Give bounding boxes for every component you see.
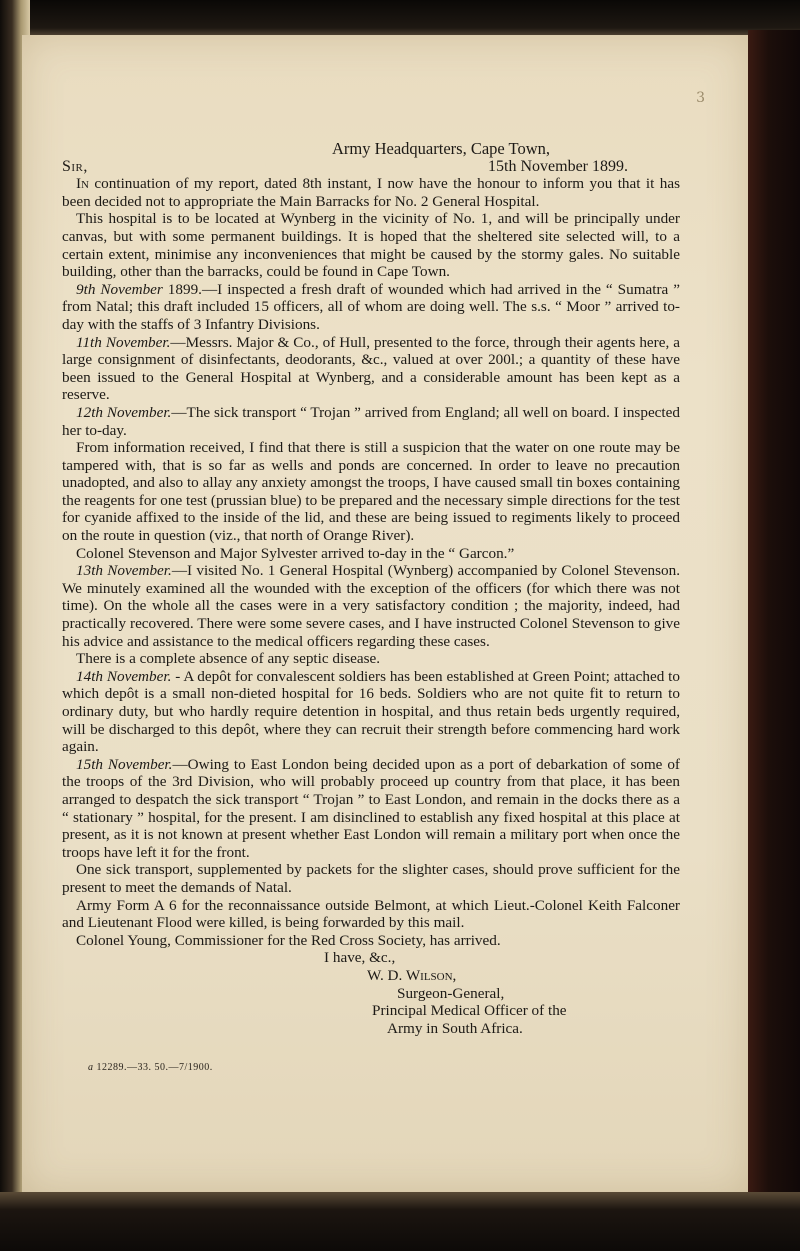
signature-role-line-1: Principal Medical Officer of the xyxy=(372,1002,567,1020)
book-binding-bottom xyxy=(0,1192,800,1251)
page-number: 3 xyxy=(696,90,705,106)
signature-title: Surgeon-General, xyxy=(397,984,505,1002)
paragraph-6: From information received, I find that there is still a suspicion that the water on one route may be tampered with, that is so far as wells and ponds are concerned. In order to leave no precaution unadopted, and also to allay any anxiety amongst the troops, I have caused small tin boxes containing the reagents for one test (prussian blue) to be prepared and the necessary simple directions for the test for cyanide affixed to the inside of the lid, and these are being issued to regiments likely to proceed on the route in question (viz., that north of Orange River). xyxy=(62,439,680,545)
book-binding-right xyxy=(748,30,800,1210)
letter-date: 15th November 1899. xyxy=(488,157,628,175)
paragraph-5: 12th November.—The sick transport “ Trojan ” arrived from England; all well on board. I inspected her to-day. xyxy=(62,403,680,439)
signature-closing: I have, &c., xyxy=(324,949,396,967)
salutation-line xyxy=(62,158,680,176)
paragraph-3: 9th November 1899.—I inspected a fresh draft of wounded which had arrived in the “ Sumatra ” from Natal; this draft included 15 officers, all of whom are doing well. The s.s. “ Moor ” arrived to-day with the staffs of 3 Infantry Divisions. xyxy=(62,280,680,333)
letter-body xyxy=(62,140,680,1037)
paragraph-2: This hospital is to be located at Wynberg in the vicinity of No. 1, and will be principally under canvas, but with some permanent buildings. It is hoped that the sheltered site selected will, to a certain extent, minimise any inconveniences that might be caused by the stormy gales. No suitable building, other than the barracks, could be found in Cape Town. xyxy=(62,210,680,281)
paragraph-8: 13th November.—I visited No. 1 General Hospital (Wynberg) accompanied by Colonel Stevenson. We minutely examined all the wounded with the exception of the officers (for which there was not time). On the whole all the cases were in a very satisfactory condition ; the majority, indeed, had practically recovered. There were some severe cases, and I have instructed Colonel Stevenson to give his advice and assistance to the medical officers regarding these cases. xyxy=(62,562,680,650)
book-binding-top xyxy=(0,0,800,40)
signature-role-line-2: Army in South Africa. xyxy=(387,1019,523,1037)
paragraph-4: 11th November.—Messrs. Major & Co., of Hull, presented to the force, through their agents here, a large consignment of disinfectants, deodorants, &c., valued at over 200l.; a quantity of these have been issued to the General Hospital at Wynberg, and a considerable amount has been kept as a reserve. xyxy=(62,333,680,404)
signature-block xyxy=(62,949,680,1037)
paragraph-7: Colonel Stevenson and Major Sylvester arrived to-day in the “ Garcon.” xyxy=(76,544,515,562)
printer-imprint: a 12289.—33. 50.—7/1900. xyxy=(88,1062,213,1073)
paragraph-10: 14th November. - A depôt for convalescent soldiers has been established at Green Point; attached to which depôt is a small non-dieted hospital for 16 beds. Soldiers who are not quite fit to return to ordinary duty, but who hardly require detention in hospital, and thus retain beds urgently required, will be discharged to this depôt, where they can recruit their strength before commencing hard work again. xyxy=(62,667,680,756)
paragraph-1: In continuation of my report, dated 8th instant, I now have the honour to inform you that it has been decided not to appropriate the Main Barracks for No. 2 General Hospital. xyxy=(62,175,680,210)
paragraph-9: There is a complete absence of any septic disease. xyxy=(76,650,381,668)
signature-name: W. D. Wilson, xyxy=(367,966,457,984)
paragraph-13: Army Form A 6 for the reconnaissance outside Belmont, at which Lieut.-Colonel Keith Falconer and Lieutenant Flood were killed, is being forwarded by this mail. xyxy=(62,896,680,932)
paragraph-14: Colonel Young, Commissioner for the Red Cross Society, has arrived. xyxy=(76,931,501,949)
paragraph-12: One sick transport, supplemented by packets for the slighter cases, should prove sufficient for the present to meet the demands of Natal. xyxy=(62,861,680,896)
paragraph-11: 15th November.—Owing to East London being decided upon as a port of debarkation of some of the troops of the 3rd Division, who will probably proceed up country from that place, it has been arranged to despatch the sick transport “ Trojan ” to East London, and remain in the docks there as a “ stationary ” hospital, for the present. I am disinclined to establish any fixed hospital at this place at present, as it is not known at present whether East London will remain a military port when once the troops have left it for the front. xyxy=(62,755,680,861)
salutation: Sir, xyxy=(62,157,88,175)
letter-heading: Army Headquarters, Cape Town, xyxy=(332,139,551,158)
